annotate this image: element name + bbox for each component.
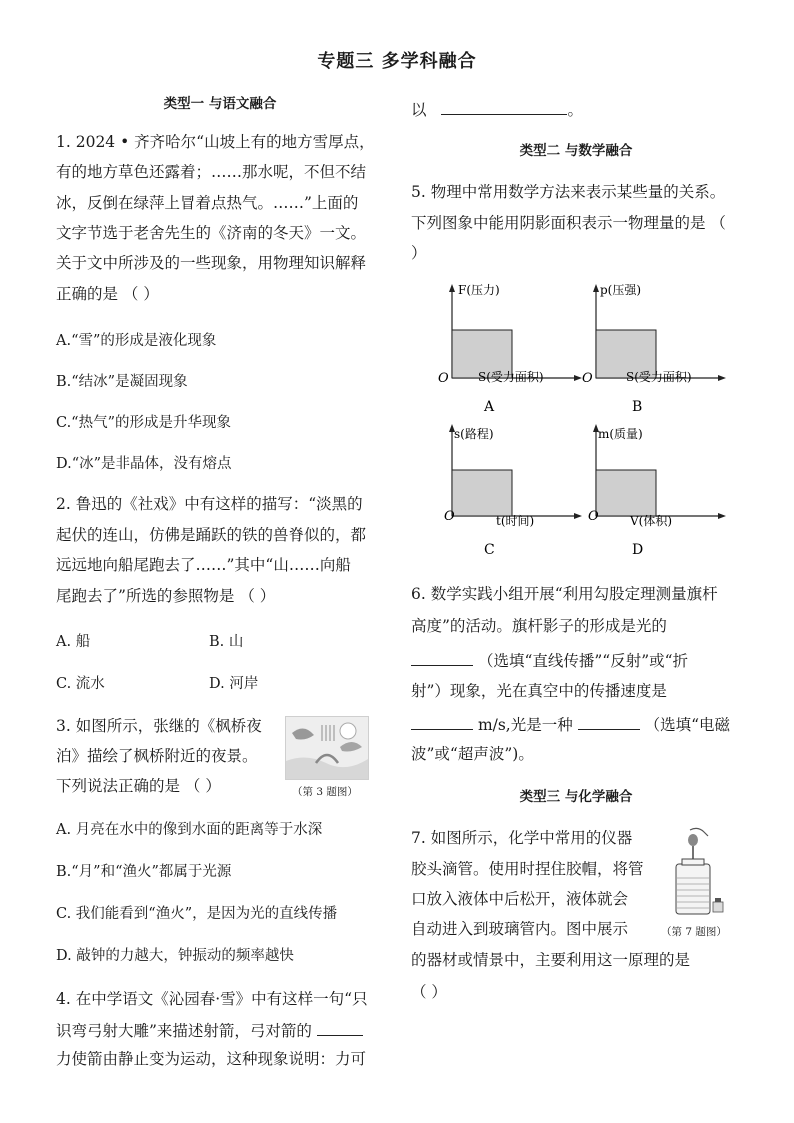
y-label: m(质量): [598, 427, 643, 441]
q7-line-6: （ ）: [411, 983, 447, 1001]
x-arrow-icon: [574, 375, 582, 381]
q3-option-b[interactable]: B.“月”和“渔火”都属于光源: [56, 864, 232, 880]
option-letter: B: [632, 399, 643, 415]
q7-line-5: 的器材或情景中，主要利用这一原理的是: [411, 951, 691, 969]
q4-line-4-end: 。: [567, 101, 583, 119]
q5-line-1: 5. 物理中常用数学方法来表示某些量的关系。: [411, 183, 726, 201]
q6-line-6: 波”或“超声波”)。: [411, 745, 534, 763]
section-title-2: 类型二 与数学融合: [519, 143, 633, 159]
q1-option-d[interactable]: D.“冰”是非晶体，没有熔点: [56, 456, 232, 472]
q3-line-2: 泊》描绘了枫桥附近的夜景。: [56, 747, 258, 765]
q1-option-b[interactable]: B.“结冰”是凝固现象: [56, 374, 188, 390]
origin-label: O: [588, 509, 599, 524]
option-letter: C: [484, 542, 495, 558]
page-title: 专题三 多学科融合: [317, 51, 477, 72]
q4-answer-blank-1[interactable]: [317, 1017, 363, 1036]
q1-line-2: 有的地方草色还露着；……那水呢，不但不结: [56, 163, 367, 181]
q4-line-4: [411, 96, 583, 120]
q6-line-4: 射”）现象，光在真空中的传播速度是: [411, 682, 667, 700]
origin-label: O: [444, 509, 455, 524]
q6-line-5-text: m/s,光是一种: [477, 716, 573, 734]
q2-line-1: 2. 鲁迅的《社戏》中有这样的描写：“淡黑的: [56, 495, 363, 513]
q7-line-1: 7. 如图所示，化学中常用的仪器: [411, 829, 633, 847]
option-letter: A: [484, 399, 495, 415]
x-arrow-icon: [718, 375, 726, 381]
q4-line-3: 力使箭由静止变为运动，这种现象说明：力可: [56, 1050, 367, 1068]
q7-line-2: 胶头滴管。使用时捏住胶帽，将管: [411, 860, 644, 878]
x-label: t(时间): [496, 514, 535, 528]
y-label: F(压力): [458, 283, 500, 297]
q4-line-2: [56, 1017, 363, 1041]
y-label: p(压强): [600, 283, 642, 297]
q5-graph-a[interactable]: [438, 282, 588, 420]
q6-line-2: 高度”的活动。旗杆影子的形成是光的: [411, 617, 667, 635]
q6-line-5: [411, 711, 730, 735]
q5-line-2: 下列图象中能用阴影面积表示一物理量的是 （: [411, 214, 726, 232]
q3-option-c[interactable]: C. 我们能看到“渔火”，是因为光的直线传播: [56, 906, 338, 922]
shaded-area: [596, 470, 656, 516]
q7-caption: （第 7 题图）: [661, 926, 727, 938]
q6-line-3-text: （选填“直线传播”“反射”或“折: [477, 652, 689, 670]
q4-line-1: 4. 在中学语文《沁园春·雪》中有这样一句“只: [56, 990, 368, 1008]
q4-line-2-text: 识弯弓射大雕”来描述射箭，弓对箭的: [56, 1022, 312, 1040]
q5-graph-c[interactable]: [438, 424, 588, 562]
x-label: S(受力面积): [478, 370, 544, 384]
maple-bridge-painting-icon: [286, 717, 368, 779]
q4-line-4-text: 以: [411, 101, 427, 119]
x-arrow-icon: [574, 513, 582, 519]
y-arrow-icon: [449, 284, 455, 292]
q6-line-5-end: （选填“电磁: [644, 716, 731, 734]
q3-option-d[interactable]: D. 敲钟的力越大，钟振动的频率越快: [56, 948, 294, 964]
q1-line-4: 文字节选于老舍先生的《济南的冬天》一文。: [56, 224, 367, 242]
section-title-1: 类型一 与语文融合: [163, 96, 277, 112]
q2-option-b[interactable]: B. 山: [209, 634, 244, 650]
dropper-apparatus-icon: [660, 826, 732, 920]
shaded-area: [452, 470, 512, 516]
q2-line-2: 起伏的连山，仿佛是踊跃的铁的兽脊似的，都: [56, 526, 367, 544]
q1-line-1: 1. 2024 • 齐齐哈尔“山坡上有的地方雪厚点，: [56, 133, 375, 151]
q7-line-4: 自动进入到玻璃管内。图中展示: [411, 920, 629, 938]
q2-option-d[interactable]: D. 河岸: [209, 676, 259, 692]
q5-graph-d[interactable]: [582, 424, 732, 562]
q5-graph-b[interactable]: [582, 282, 732, 420]
q1-option-a[interactable]: A.“雪”的形成是液化现象: [56, 333, 217, 349]
q6-answer-blank-3[interactable]: [578, 711, 640, 730]
q3-option-a[interactable]: A. 月亮在水中的像到水面的距离等于水深: [56, 822, 323, 838]
q3-line-1: 3. 如图所示，张继的《枫桥夜: [56, 717, 262, 735]
q6-answer-blank-1[interactable]: [411, 647, 473, 666]
q2-option-a[interactable]: A. 船: [56, 634, 91, 650]
q7-line-3: 口放入液体中后松开，液体就会: [411, 890, 629, 908]
y-arrow-icon: [593, 284, 599, 292]
y-label: s(路程): [454, 427, 494, 441]
x-label: V(体积): [630, 514, 673, 528]
q1-line-6: 正确的是 （ ）: [56, 285, 159, 303]
origin-label: O: [438, 371, 449, 386]
x-arrow-icon: [718, 513, 726, 519]
q1-line-3: 冰，反倒在绿萍上冒着点热气。……”上面的: [56, 194, 359, 212]
q1-option-c[interactable]: C.“热气”的形成是升华现象: [56, 415, 232, 431]
q2-option-c[interactable]: C. 流水: [56, 676, 105, 692]
q2-line-3: 远远地向船尾跑去了……”其中“山……向船: [56, 556, 351, 574]
q1-line-5: 关于文中所涉及的一些现象，用物理知识解释: [56, 254, 367, 272]
q5-line-3: ）: [411, 244, 427, 262]
q2-line-4: 尾跑去了”所选的参照物是 （ ）: [56, 587, 276, 605]
q6-line-3: [411, 647, 688, 671]
origin-label: O: [582, 371, 593, 386]
q3-painting-image: [285, 716, 369, 780]
x-label: S(受力面积): [626, 370, 692, 384]
q6-line-1: 6. 数学实践小组开展“利用勾股定理测量旗杆: [411, 585, 718, 603]
q4-answer-blank-2[interactable]: [441, 96, 567, 115]
q3-line-3: 下列说法正确的是 （ ）: [56, 777, 221, 795]
section-title-3: 类型三 与化学融合: [519, 789, 633, 805]
q6-answer-blank-2[interactable]: [411, 711, 473, 730]
option-letter: D: [632, 542, 644, 558]
q3-caption: （第 3 题图）: [292, 786, 358, 798]
